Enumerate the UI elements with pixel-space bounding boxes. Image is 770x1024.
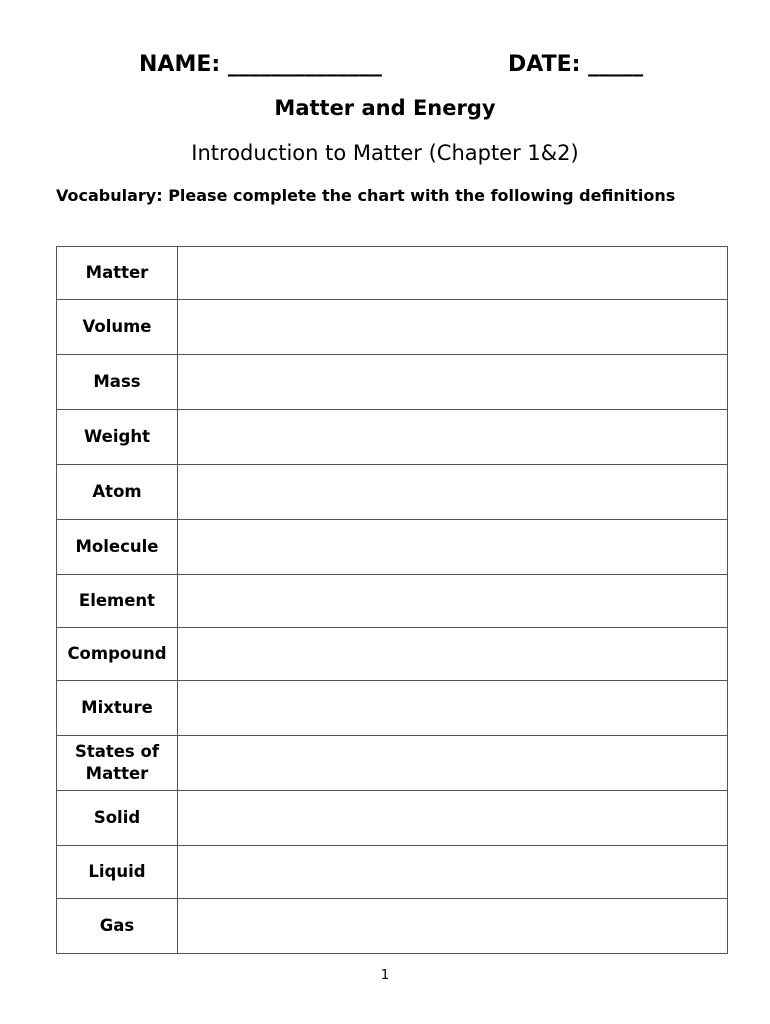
vocabulary-term: Matter xyxy=(57,247,178,300)
page-title: Matter and Energy xyxy=(274,96,496,120)
page-number: 1 xyxy=(380,968,390,983)
table-row xyxy=(57,575,728,628)
definition-cell[interactable] xyxy=(178,681,728,736)
table-row xyxy=(57,736,728,791)
vocabulary-table-body xyxy=(57,247,728,954)
vocabulary-term: Molecule xyxy=(57,520,178,575)
date-field-label: DATE: _____ xyxy=(508,52,644,77)
definition-cell[interactable] xyxy=(178,846,728,899)
table-row xyxy=(57,791,728,846)
table-row xyxy=(57,300,728,355)
table-row xyxy=(57,681,728,736)
vocabulary-term: Atom xyxy=(57,465,178,520)
definition-cell[interactable] xyxy=(178,410,728,465)
vocabulary-term: Element xyxy=(57,575,178,628)
vocabulary-term: Mixture xyxy=(57,681,178,736)
table-row xyxy=(57,628,728,681)
definition-cell[interactable] xyxy=(178,736,728,791)
table-row xyxy=(57,846,728,899)
table-row xyxy=(57,355,728,410)
name-field-label: NAME: ______________ xyxy=(139,52,382,77)
definition-cell[interactable] xyxy=(178,575,728,628)
header-line xyxy=(0,52,770,82)
vocabulary-term: Gas xyxy=(57,899,178,954)
vocabulary-table xyxy=(56,246,728,954)
table-row xyxy=(57,247,728,300)
table-row xyxy=(57,520,728,575)
instructions-text: Vocabulary: Please complete the chart with the following definitions xyxy=(56,186,676,205)
definition-cell[interactable] xyxy=(178,628,728,681)
definition-cell[interactable] xyxy=(178,520,728,575)
definition-cell[interactable] xyxy=(178,899,728,954)
vocabulary-term: Weight xyxy=(57,410,178,465)
definition-cell[interactable] xyxy=(178,465,728,520)
page-subtitle: Introduction to Matter (Chapter 1&2) xyxy=(191,141,579,165)
vocabulary-term: Mass xyxy=(57,355,178,410)
table-row xyxy=(57,410,728,465)
vocabulary-term: Compound xyxy=(57,628,178,681)
table-row xyxy=(57,465,728,520)
vocabulary-term: States of Matter xyxy=(57,736,178,791)
definition-cell[interactable] xyxy=(178,791,728,846)
vocabulary-term: Liquid xyxy=(57,846,178,899)
vocabulary-term: Volume xyxy=(57,300,178,355)
definition-cell[interactable] xyxy=(178,355,728,410)
vocabulary-term: Solid xyxy=(57,791,178,846)
definition-cell[interactable] xyxy=(178,247,728,300)
table-row xyxy=(57,899,728,954)
definition-cell[interactable] xyxy=(178,300,728,355)
